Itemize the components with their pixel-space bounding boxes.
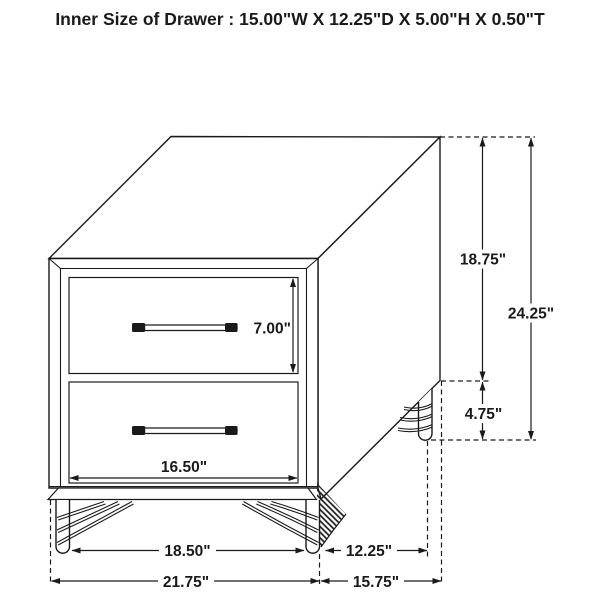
dimension-label-front-leg-span: 18.50" xyxy=(164,543,211,560)
handle-bar xyxy=(133,325,237,331)
dimension-label-overall-width: 21.75" xyxy=(162,574,210,591)
handle-left-cap xyxy=(132,426,145,435)
dimension-label-overall-height: 24.25" xyxy=(507,305,555,323)
dimension-label-side-leg-span: 12.25" xyxy=(345,543,393,560)
base-molding xyxy=(48,488,317,500)
dimension-label-overall-depth: 15.75" xyxy=(352,574,400,591)
handle-right-cap xyxy=(225,323,238,332)
dimension-label-leg-height: 4.75" xyxy=(464,406,503,423)
handle-right-cap xyxy=(225,426,238,435)
front-left-leg xyxy=(56,500,70,553)
dimension-label-upper-height: 18.75" xyxy=(459,251,507,269)
nightstand-drawing xyxy=(48,137,440,554)
dimension-label-drawer-height: 7.00" xyxy=(253,320,291,338)
figure-title: Inner Size of Drawer : 15.00"W X 12.25"D X 5.00"H X 0.50"T xyxy=(55,9,545,29)
handle-bar xyxy=(133,428,237,434)
dimension-label-drawer-width: 16.50" xyxy=(160,459,208,476)
side-skirt-hatch xyxy=(317,483,346,547)
handle-left-cap xyxy=(132,323,145,332)
